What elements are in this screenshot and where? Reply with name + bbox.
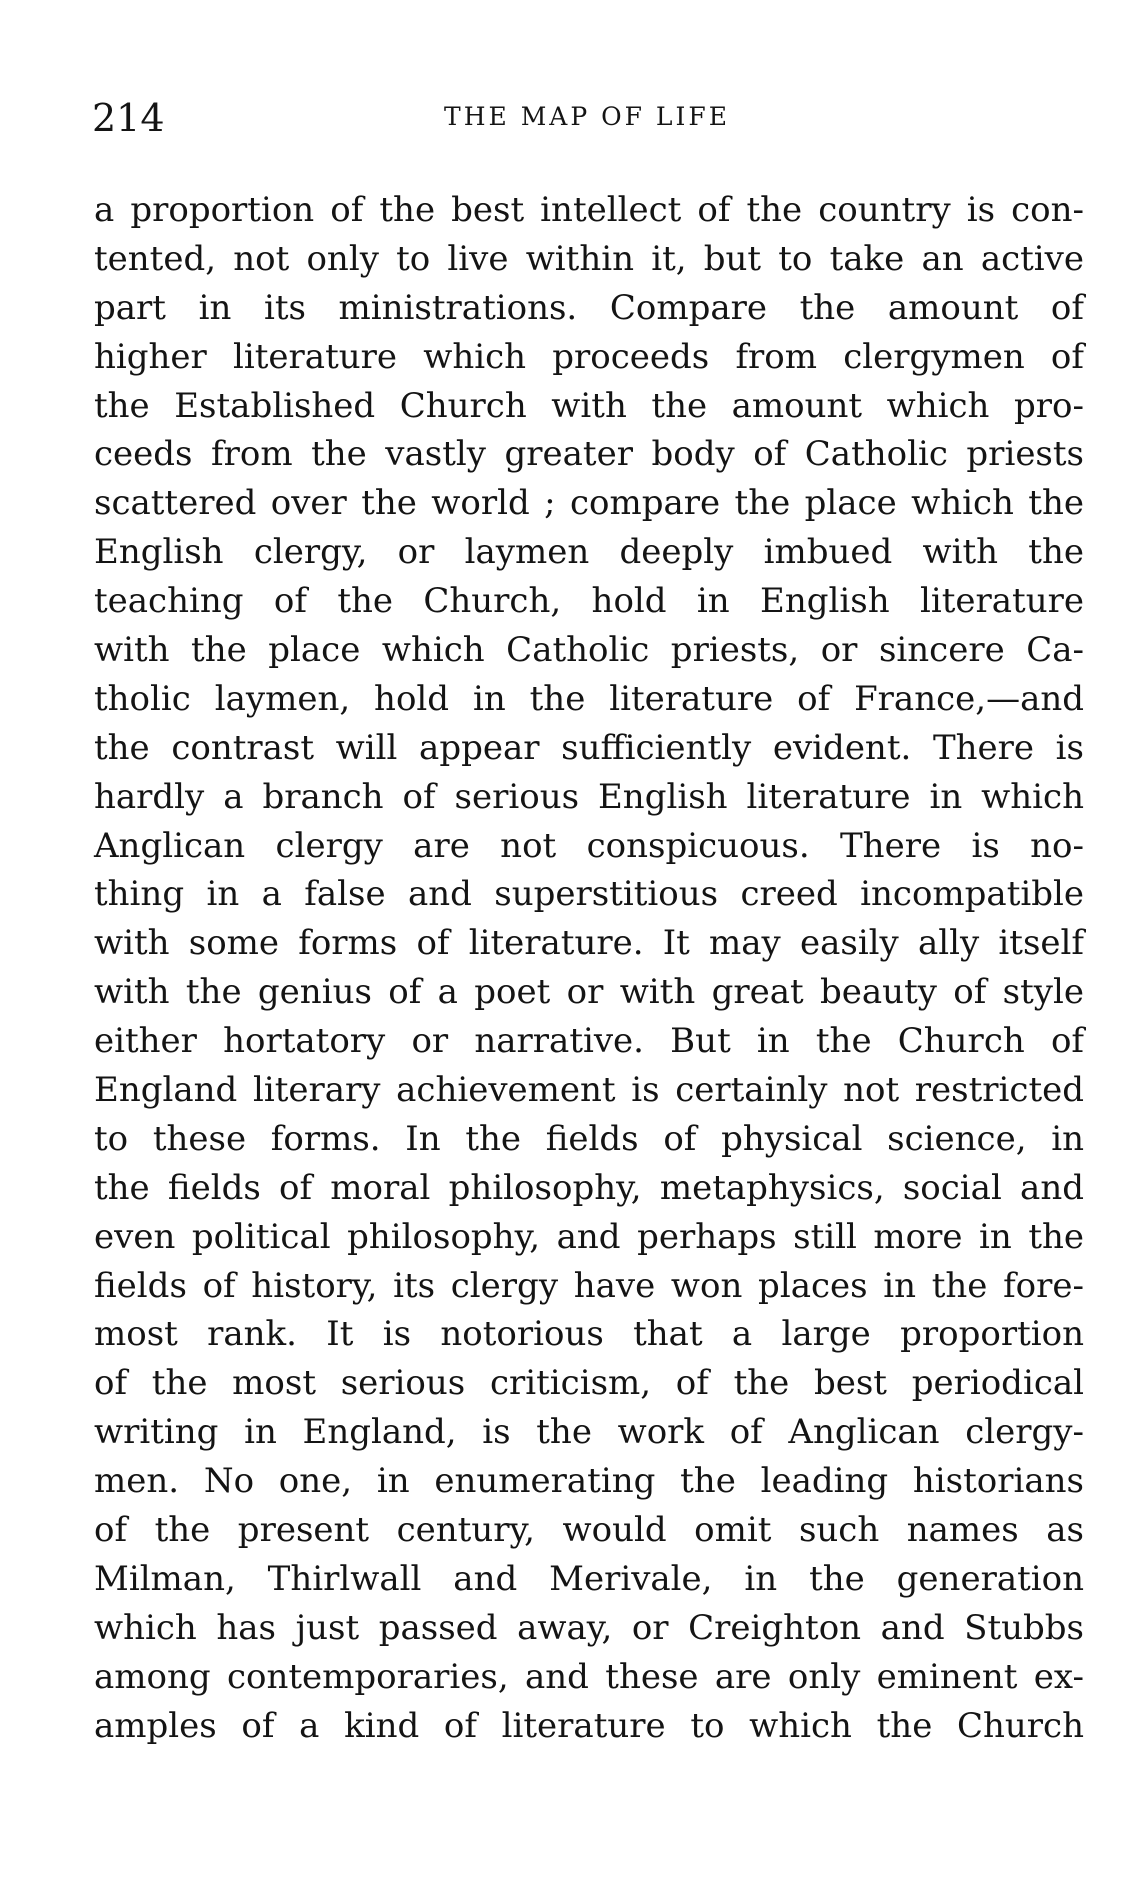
running-head (92, 98, 1082, 138)
text-line-10: with the place which Catholic priests, or sincere Ca- (94, 630, 1084, 671)
text-line-12: the contrast will appear sufficiently evident. There is (94, 727, 1084, 768)
text-line-26: writing in England, is the work of Anglican clergy- (94, 1412, 1084, 1453)
text-line-29: Milman, Thirlwall and Merivale, in the generation (94, 1558, 1084, 1599)
text-line-16: with some forms of literature. It may easily ally itself (94, 923, 1084, 964)
text-line-31: among contemporaries, and these are only eminent ex- (94, 1656, 1084, 1697)
text-line-3: part in its ministrations. Compare the amount of (94, 287, 1084, 328)
text-line-4: higher literature which proceeds from clergymen of (94, 336, 1084, 377)
text-line-7: scattered over the world ; compare the place which the (94, 483, 1084, 524)
text-line-6: ceeds from the vastly greater body of Catholic priests (94, 434, 1084, 475)
text-line-32: amples of a kind of literature to which the Church (94, 1705, 1084, 1746)
text-line-2: tented, not only to live within it, but to take an active (94, 238, 1084, 279)
text-line-20: to these forms. In the fields of physical science, in (94, 1118, 1084, 1159)
text-line-23: fields of history, its clergy have won places in the fore- (94, 1265, 1084, 1306)
text-line-21: the fields of moral philosophy, metaphysics, social and (94, 1167, 1084, 1208)
text-line-18: either hortatory or narrative. But in the Church of (94, 1021, 1084, 1062)
text-line-5: the Established Church with the amount which pro- (94, 385, 1084, 426)
text-line-27: men. No one, in enumerating the leading historians (94, 1461, 1084, 1502)
text-line-25: of the most serious criticism, of the best periodical (94, 1363, 1084, 1404)
page-number: 214 (92, 96, 165, 140)
text-line-22: even political philosophy, and perhaps still more in the (94, 1216, 1084, 1257)
text-line-8: English clergy, or laymen deeply imbued with the (94, 532, 1084, 573)
text-line-17: with the genius of a poet or with great beauty of style (94, 972, 1084, 1013)
body-text (94, 186, 1084, 1751)
text-line-15: thing in a false and superstitious creed incompatible (94, 874, 1084, 915)
text-line-9: teaching of the Church, hold in English literature (94, 581, 1084, 622)
text-line-28: of the present century, would omit such names as (94, 1510, 1084, 1551)
text-line-11: tholic laymen, hold in the literature of France,—and (94, 678, 1084, 719)
text-line-24: most rank. It is notorious that a large proportion (94, 1314, 1084, 1355)
text-line-30: which has just passed away, or Creighton and Stubbs (94, 1607, 1084, 1648)
running-title: THE MAP OF LIFE (444, 102, 730, 131)
text-line-19: England literary achievement is certainly not restricted (94, 1070, 1084, 1111)
text-line-1: a proportion of the best intellect of the country is con- (94, 190, 1084, 230)
text-line-13: hardly a branch of serious English literature in which (94, 776, 1084, 817)
text-line-14: Anglican clergy are not conspicuous. There is no- (94, 825, 1084, 866)
